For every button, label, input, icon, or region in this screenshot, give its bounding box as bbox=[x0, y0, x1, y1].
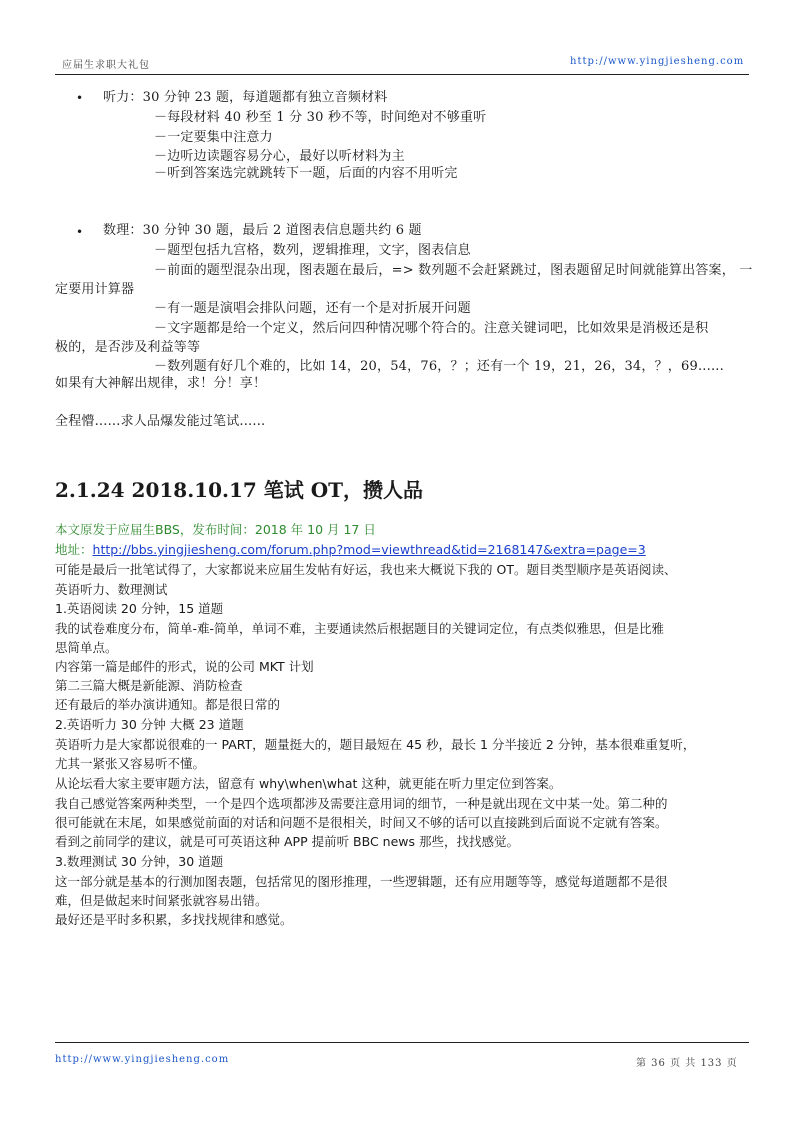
listening-item: －一定要集中注意力 bbox=[154, 130, 273, 145]
header-left-text: 应届生求职大礼包 bbox=[62, 60, 150, 71]
body-line: 这一部分就是基本的行测加图表题，包括常见的图形推理，一些逻辑题，还有应用题等等，感觉每道题都不是很 bbox=[55, 874, 668, 889]
bullet-icon: • bbox=[76, 225, 84, 239]
section-heading: 2.1.24 2018.10.17 笔试 OT，攒人品 bbox=[55, 478, 424, 502]
listening-item: －边听边读题容易分心，最好以听材料为主 bbox=[154, 149, 405, 164]
source-note: 本文原发于应届生BBS，发布时间：2018 年 10 月 17 日 bbox=[55, 522, 376, 537]
footer-divider bbox=[55, 1042, 749, 1043]
body-line: 第二三篇大概是新能源、消防检查 bbox=[55, 678, 243, 693]
listening-title: 听力：30 分钟 23 题，每道题都有独立音频材料 bbox=[103, 90, 388, 105]
footer-link[interactable]: http://www.yingjiesheng.com bbox=[55, 1054, 230, 1065]
body-line: 很可能就在末尾，如果感觉前面的对话和问题不是很相关，时间又不够的话可以直接跳到后面说不定就有答案。 bbox=[55, 815, 668, 830]
address-label: 地址： bbox=[55, 542, 93, 557]
closing-line: 全程懵......求人品爆发能过笔试...... bbox=[55, 414, 266, 429]
listening-item: －听到答案选完就跳转下一题，后面的内容不用听完 bbox=[154, 166, 458, 181]
body-line: 英语听力、数理测试 bbox=[55, 582, 168, 597]
body-line: 难，但是做起来时间紧张就容易出错。 bbox=[55, 893, 268, 908]
body-line: 1.英语阅读 20 分钟，15 道题 bbox=[55, 601, 224, 616]
body-line: 3.数理测试 30 分钟，30 道题 bbox=[55, 854, 224, 869]
bullet-icon: • bbox=[76, 91, 84, 105]
body-line: 看到之前同学的建议，就是可可英语这种 APP 提前听 BBC news 那些，找找感觉。 bbox=[55, 834, 520, 849]
math-line: －数列题有好几个难的，比如 14，20，54，76，？；还有一个 19，21，26，34，？，69...... bbox=[154, 359, 724, 374]
math-line: 极的，是否涉及利益等等 bbox=[55, 340, 201, 355]
header-right-link[interactable]: http://www.yingjiesheng.com bbox=[570, 56, 745, 67]
math-title: 数理：30 分钟 30 题，最后 2 道图表信息题共约 6 题 bbox=[103, 223, 422, 238]
math-line: 定要用计算器 bbox=[55, 282, 135, 297]
header-divider bbox=[55, 74, 749, 75]
math-line: 如果有大神解出规律，求！分！享！ bbox=[55, 376, 267, 391]
address-row bbox=[55, 541, 646, 559]
body-line: 从论坛看大家主要审题方法，留意有 why\when\what 这种，就更能在听力里定位到答案。 bbox=[55, 776, 562, 791]
body-line: 最好还是平时多积累，多找找规律和感觉。 bbox=[55, 912, 293, 927]
body-line: 思简单点。 bbox=[55, 640, 118, 655]
body-line: 英语听力是大家都说很难的一 PART，题量挺大的，题目最短在 45 秒，最长 1 分半接近 2 分钟，基本很难重复听， bbox=[55, 737, 696, 752]
body-line: 2.英语听力 30 分钟 大概 23 道题 bbox=[55, 717, 244, 732]
address-link[interactable]: http://bbs.yingjiesheng.com/forum.php?mod=viewthread&tid=2168147&extra=page=3 bbox=[92, 542, 646, 557]
body-line: 内容第一篇是邮件的形式，说的公司 MKT 计划 bbox=[55, 659, 314, 674]
math-line: －文字题都是给一个定义，然后问四种情况哪个符合的。注意关键词吧，比如效果是消极还是积 bbox=[154, 321, 709, 336]
math-line: －题型包括九宫格，数列，逻辑推理，文字，图表信息 bbox=[154, 243, 471, 258]
body-line: 我的试卷难度分布，简单-难-简单，单词不难，主要通读然后根据题目的关键词定位，有点类似雅思，但是比雅 bbox=[55, 621, 665, 636]
body-line: 我自己感觉答案两种类型，一个是四个选项都涉及需要注意用词的细节，一种是就出现在文中某一处。第二种的 bbox=[55, 796, 668, 811]
body-line: 可能是最后一批笔试得了，大家都说来应届生发帖有好运，我也来大概说下我的 OT。题目类型顺序是英语阅读、 bbox=[55, 562, 677, 577]
math-line: －有一题是演唱会排队问题，还有一个是对折展开问题 bbox=[154, 301, 471, 316]
math-line: －前面的题型混杂出现，图表题在最后，=> 数列题不会赶紧跳过，图表题留足时间就能算出答案， 一 bbox=[154, 263, 753, 278]
page-number: 第 36 页 共 133 页 bbox=[636, 1058, 738, 1069]
listening-item: －每段材料 40 秒至 1 分 30 秒不等，时间绝对不够重听 bbox=[154, 110, 487, 125]
body-line: 尤其一紧张又容易听不懂。 bbox=[55, 756, 206, 771]
body-line: 还有最后的举办演讲通知。都是很日常的 bbox=[55, 697, 281, 712]
